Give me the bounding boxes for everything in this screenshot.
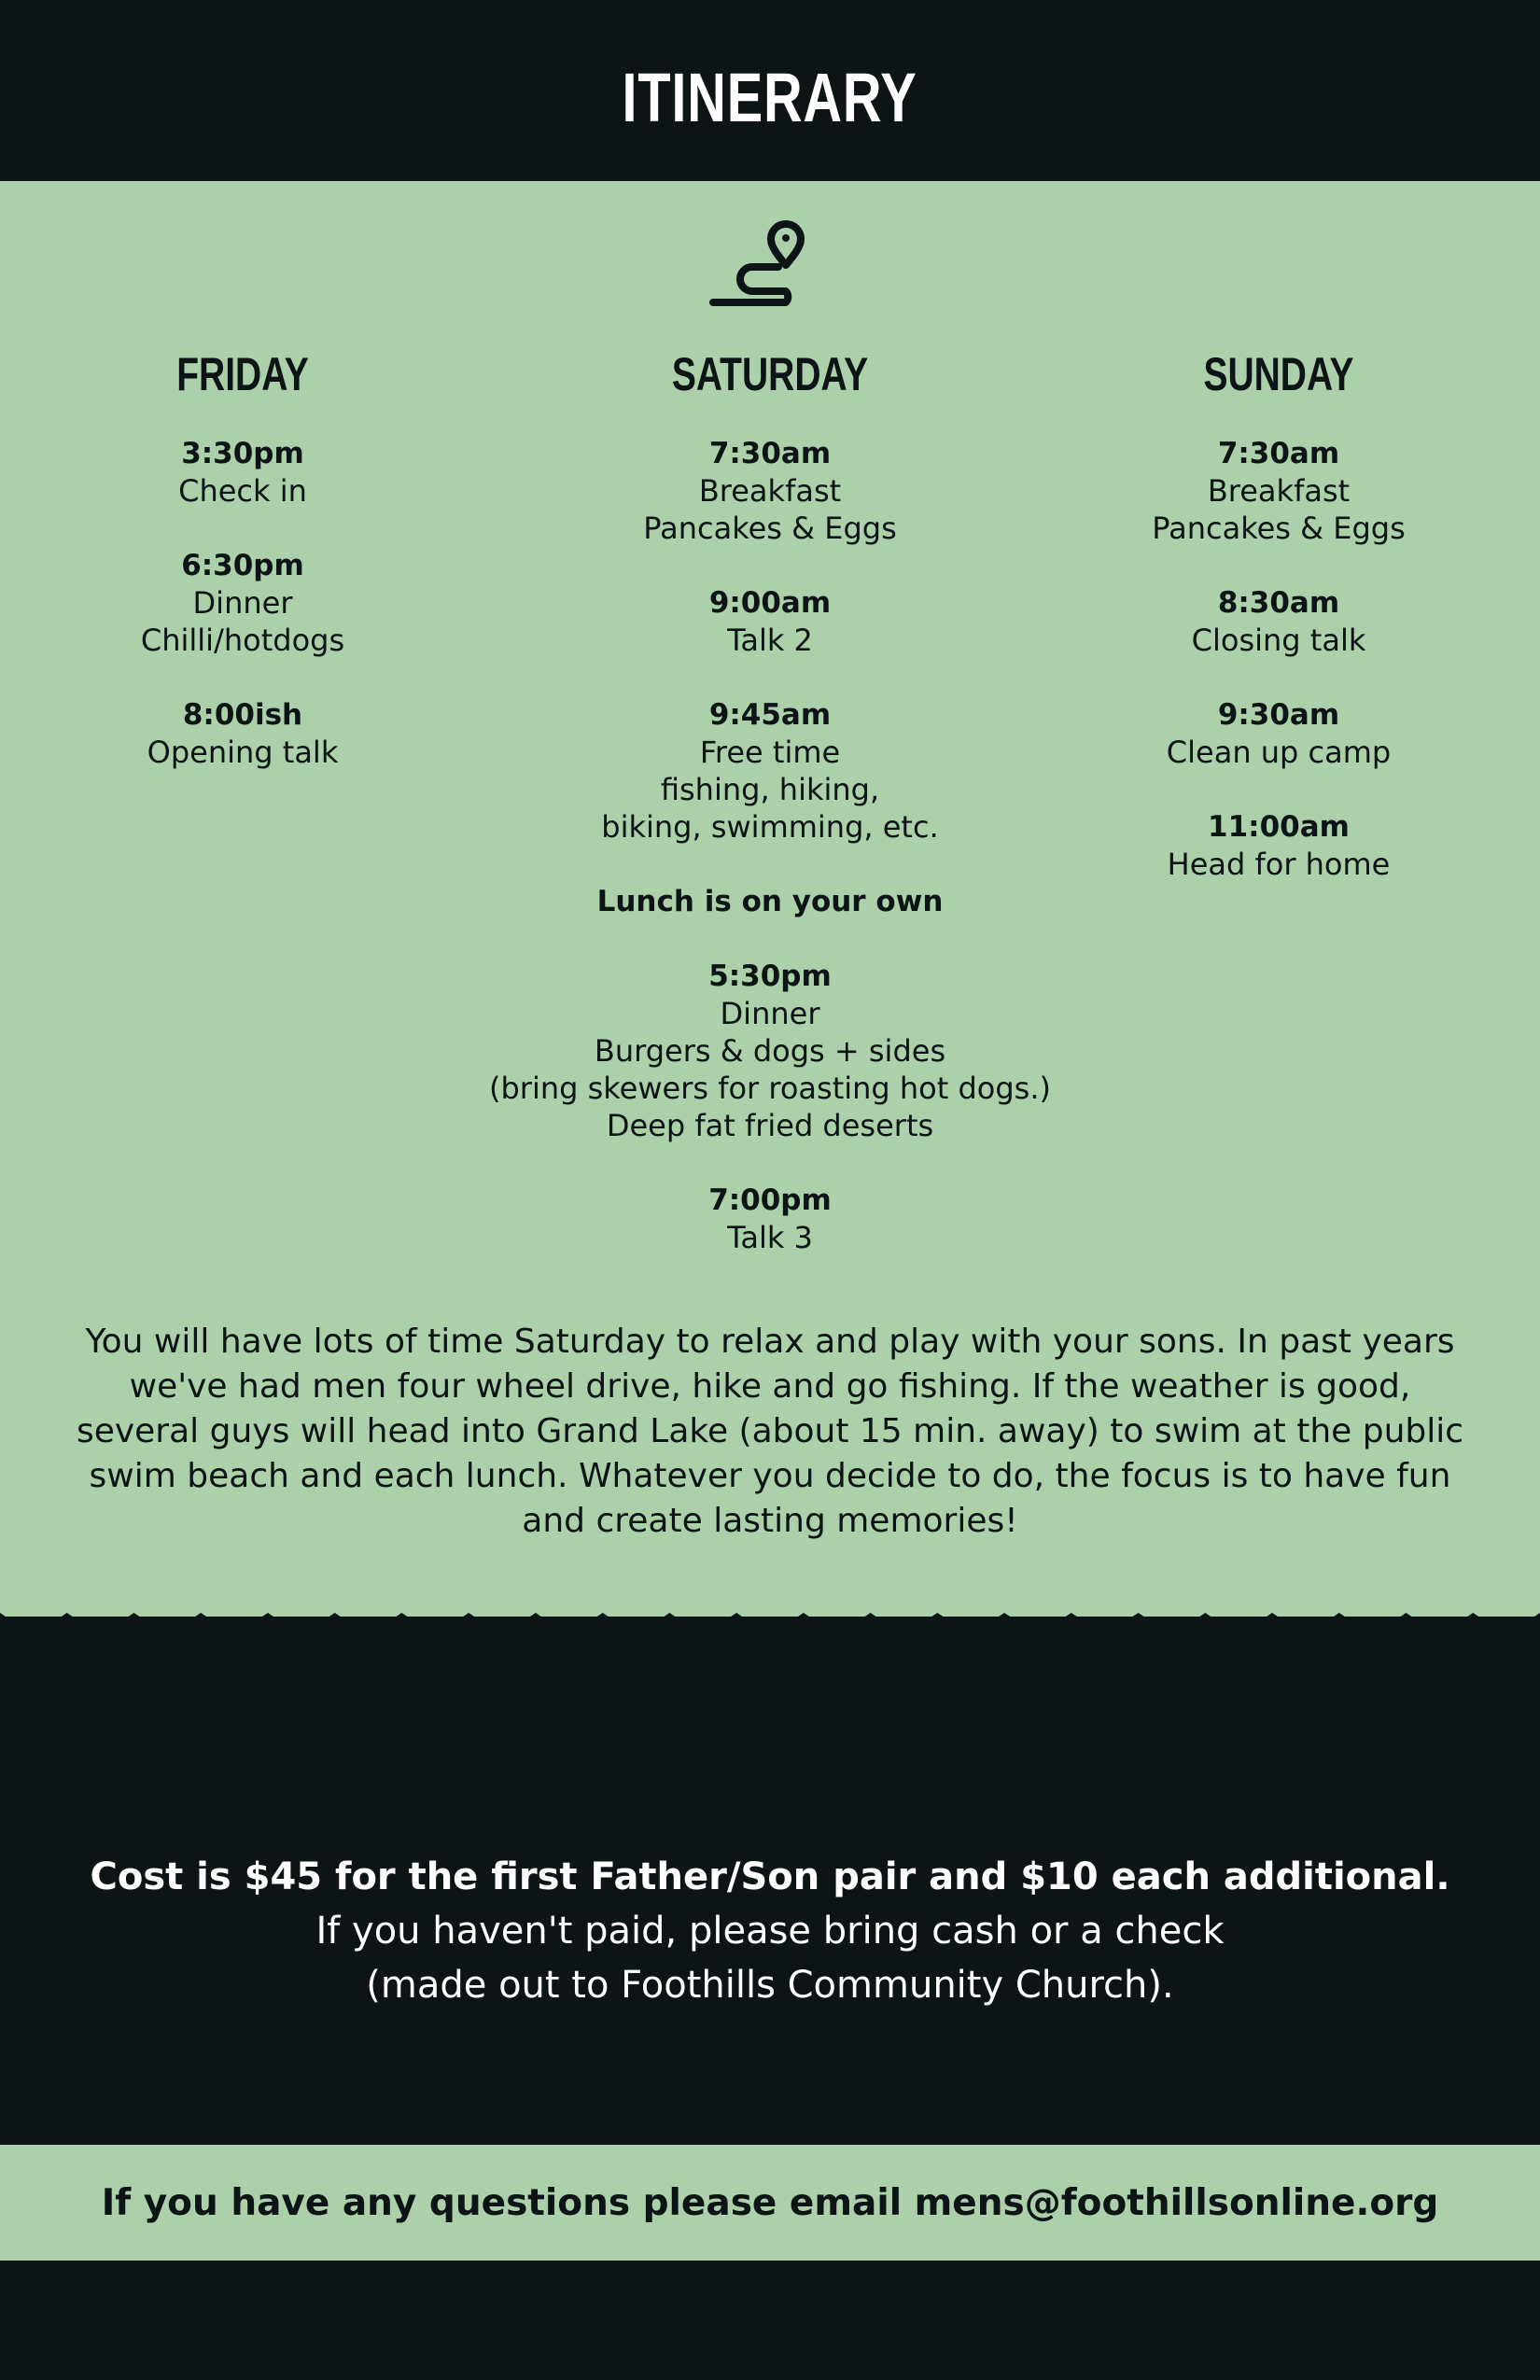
paragraph-line: and create lasting memories!	[522, 1502, 1018, 1540]
paragraph-line: we've had men four wheel drive, hike and go fishing. If the weather is good,	[129, 1367, 1411, 1406]
event-line: Talk 2	[727, 623, 813, 658]
event-saturday-freetime	[443, 696, 1097, 846]
day-title-friday: FRIDAY	[176, 348, 309, 400]
intro-paragraph	[65, 1320, 1475, 1544]
event-sunday-breakfast	[1092, 435, 1465, 547]
page-title: ITINERARY	[623, 58, 917, 136]
event-friday-opening	[56, 696, 429, 771]
event-line: Chilli/hotdogs	[140, 623, 345, 658]
event-line: Pancakes & Eggs	[643, 511, 897, 546]
event-time: 9:45am	[708, 698, 832, 732]
paragraph-line: You will have lots of time Saturday to relax and play with your sons. In past years	[85, 1323, 1455, 1361]
event-time: 11:00am	[1208, 810, 1350, 844]
event-saturday-breakfast	[443, 435, 1097, 547]
day-title-saturday: SATURDAY	[671, 348, 869, 400]
event-time: 8:30am	[1217, 586, 1340, 620]
event-friday-checkin	[56, 435, 429, 510]
lunch-note: Lunch is on your own	[596, 885, 944, 918]
event-time: 7:00pm	[708, 1183, 832, 1217]
event-line: Check in	[178, 473, 307, 509]
event-line: Dinner	[192, 585, 293, 621]
sunday-column	[1092, 342, 1465, 920]
event-time: 9:30am	[1217, 698, 1340, 732]
event-line: Opening talk	[147, 735, 339, 770]
event-line: Breakfast	[698, 473, 842, 509]
event-sunday-home	[1092, 808, 1465, 883]
event-sunday-closing	[1092, 584, 1465, 659]
event-line: Closing talk	[1191, 623, 1366, 658]
event-line: Head for home	[1167, 847, 1391, 882]
event-sunday-cleanup	[1092, 696, 1465, 771]
event-saturday-talk3	[443, 1182, 1097, 1256]
event-saturday-dinner	[443, 958, 1097, 1144]
saturday-column	[443, 342, 1097, 1294]
event-time: 6:30pm	[181, 549, 304, 582]
event-saturday-talk2	[443, 584, 1097, 659]
header-bar	[0, 0, 1540, 181]
event-line: biking, swimming, etc.	[601, 809, 939, 845]
cost-summary: Cost is $45 for the first Father/Son pair and $10 each additional.	[90, 1855, 1450, 1898]
event-line: Burgers & dogs + sides	[594, 1033, 946, 1069]
paragraph-line: swim beach and each lunch. Whatever you decide to do, the focus is to have fun	[89, 1457, 1451, 1495]
event-line: Pancakes & Eggs	[1152, 511, 1406, 546]
event-line: (bring skewers for roasting hot dogs.)	[488, 1071, 1051, 1106]
payment-instructions: If you haven't paid, please bring cash or a check	[315, 1910, 1225, 1953]
event-line: Talk 3	[727, 1220, 813, 1255]
day-title-sunday: SUNDAY	[1203, 348, 1354, 400]
event-time: 8:00ish	[182, 698, 303, 732]
cost-section	[0, 1850, 1540, 2012]
event-line: Clean up camp	[1166, 735, 1392, 770]
route-pin-icon	[707, 218, 818, 306]
contact-email-text: If you have any questions please email mens@foothillsonline.org	[101, 2181, 1439, 2224]
event-line: Free time	[699, 735, 841, 770]
payment-payee: (made out to Foothills Community Church).	[366, 1964, 1174, 2007]
event-line: Dinner	[720, 996, 820, 1031]
event-time: 3:30pm	[181, 437, 304, 470]
event-line: Deep fat fried deserts	[606, 1108, 934, 1143]
event-line: Breakfast	[1207, 473, 1351, 509]
event-time: 7:30am	[708, 437, 832, 470]
event-friday-dinner	[56, 547, 429, 659]
contact-band	[0, 2145, 1540, 2261]
event-line: fishing, hiking,	[660, 772, 880, 807]
event-time: 7:30am	[1217, 437, 1340, 470]
paragraph-line: several guys will head into Grand Lake (about 15 min. away) to swim at the public	[76, 1412, 1464, 1450]
zigzag-divider	[0, 1613, 1540, 1654]
event-time: 5:30pm	[708, 959, 832, 993]
friday-column	[56, 342, 429, 808]
event-time: 9:00am	[708, 586, 832, 620]
